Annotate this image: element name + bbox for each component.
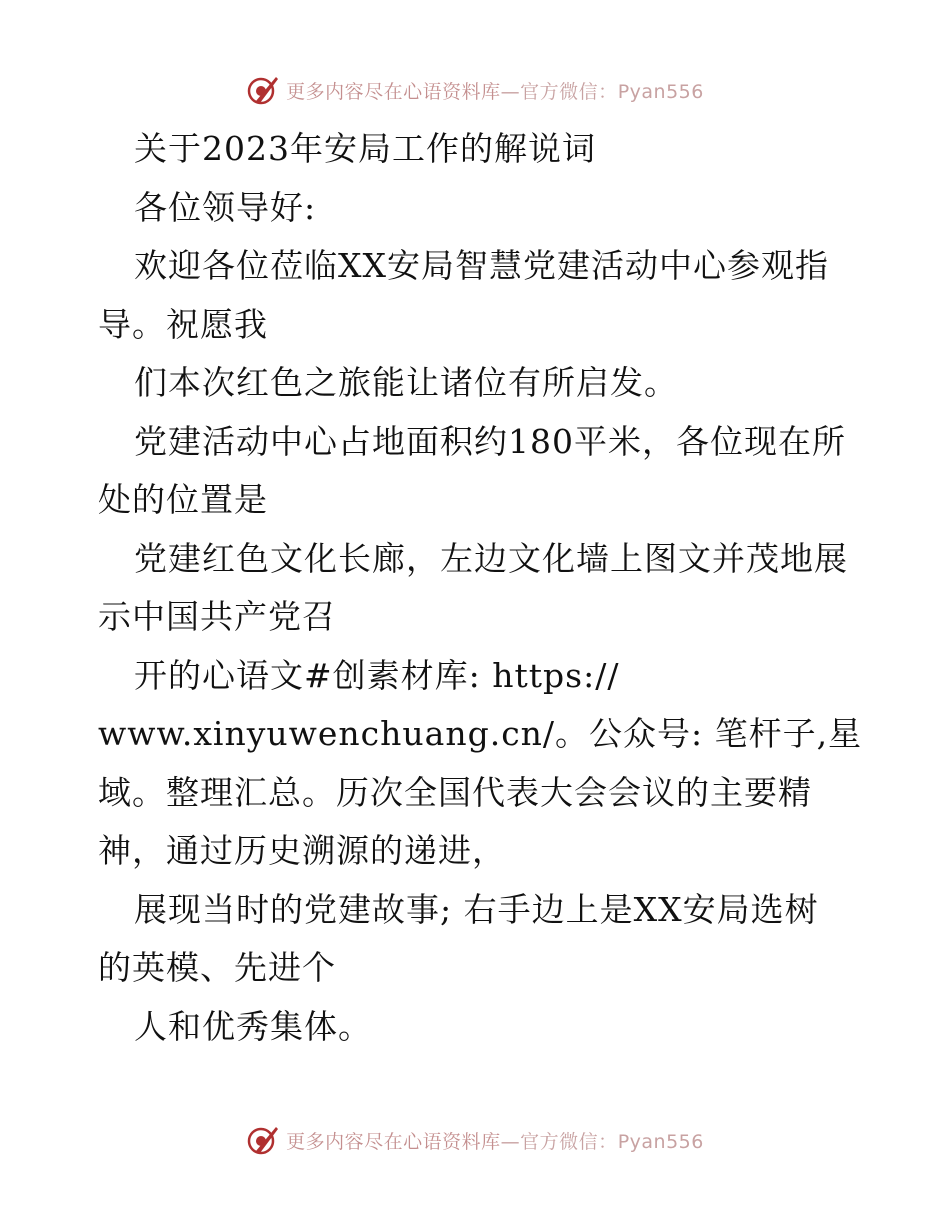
document-line: 展现当时的党建故事; 右手边上是XX安局选树: [134, 889, 819, 929]
header-wechat-id: Pyan556: [617, 80, 704, 103]
footer-wechat-label: 官方微信：: [520, 1130, 618, 1153]
footer-separator: —: [500, 1130, 521, 1153]
footer-banner-text: [286, 1127, 704, 1154]
logo-quill-icon: [246, 73, 280, 107]
logo-quill-icon: [246, 1123, 280, 1157]
document-line: 神，通过历史溯源的递进，: [98, 831, 506, 870]
document-line: 域。整理汇总。历次全国代表大会会议的主要精: [98, 772, 812, 812]
header-separator: —: [500, 80, 521, 103]
header-brand-text: 更多内容尽在心语资料库: [286, 80, 501, 103]
header-wechat-label: 官方微信：: [520, 80, 618, 103]
document-line: 示中国共产党召: [98, 597, 336, 636]
header-banner-text: [286, 77, 704, 104]
document-line: 欢迎各位莅临XX安局智慧党建活动中心参观指: [134, 246, 829, 285]
document-body: [98, 120, 868, 1056]
footer-wechat-id: Pyan556: [617, 1130, 704, 1153]
footer-brand-text: 更多内容尽在心语资料库: [286, 1130, 501, 1153]
document-line: www.xinyuwenchuang.cn/。公众号: 笔杆子,星: [98, 714, 863, 753]
document-line: 关于2023年安局工作的解说词: [134, 129, 596, 168]
document-line: 党建活动中心占地面积约180平米，各位现在所: [134, 421, 846, 461]
document-line: 的英模、先进个: [98, 948, 336, 987]
document-line: 导。祝愿我: [98, 304, 268, 344]
document-line: 开的心语文#创素材库: https://: [134, 655, 620, 695]
document-line: 各位领导好:: [134, 187, 317, 227]
document-line: 人和优秀集体。: [134, 1006, 372, 1046]
document-line: 们本次红色之旅能让诸位有所启发。: [134, 363, 678, 402]
header-banner: [0, 70, 950, 110]
footer-banner: [0, 1120, 950, 1160]
document-line: 党建红色文化长廊，左边文化墙上图文并茂地展: [134, 538, 848, 578]
document-line: 处的位置是: [98, 480, 268, 519]
